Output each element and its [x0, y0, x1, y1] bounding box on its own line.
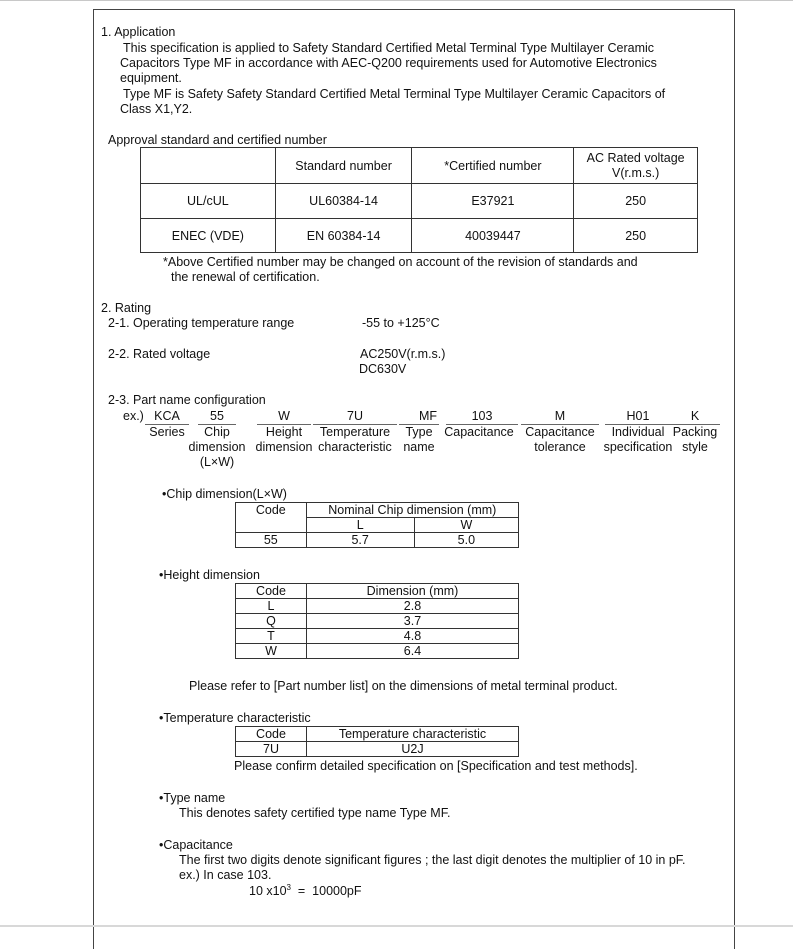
- cell-code: W: [236, 644, 307, 659]
- header-cell-ac-voltage: [574, 148, 698, 184]
- part-example-prefix: ex.): [123, 409, 144, 423]
- cell-voltage: 250: [574, 184, 698, 219]
- header-code: Code: [236, 503, 307, 533]
- cell-dimension: 4.8: [307, 629, 519, 644]
- cell-code: 55: [236, 533, 307, 548]
- part-label: characteristic: [318, 440, 392, 454]
- table-row: [236, 629, 519, 644]
- part-label: Capacitance: [525, 425, 595, 439]
- header-temp-char: Temperature characteristic: [307, 727, 519, 742]
- part-code: H01: [605, 409, 671, 425]
- table-header-row: [236, 584, 519, 599]
- part-label: name: [403, 440, 435, 454]
- header-ac-voltage-line2: V(r.m.s.): [612, 165, 660, 180]
- table-row: [236, 533, 519, 548]
- rated-voltage-label: 2-2. Rated voltage: [108, 347, 211, 361]
- header-code: Code: [236, 584, 307, 599]
- capacitance-title: •Capacitance: [159, 838, 233, 852]
- table-row: [236, 742, 519, 757]
- part-field-individual-specification: [599, 409, 677, 455]
- cell-dimension: 2.8: [307, 599, 519, 614]
- cell-code: L: [236, 599, 307, 614]
- subheader-W: W: [414, 518, 518, 533]
- application-text-line: Capacitors Type MF in accordance with AEC-Q200 requirements used for Automotive Electronics: [120, 56, 657, 70]
- part-label: Series: [149, 425, 185, 439]
- temp-char-title: •Temperature characteristic: [159, 711, 311, 725]
- approval-table: [140, 147, 698, 253]
- rated-voltage-dc: DC630V: [359, 362, 407, 376]
- chip-dimension-title: •Chip dimension(L×W): [162, 487, 287, 501]
- height-dimension-note: Please refer to [Part number list] on the dimensions of metal terminal product.: [189, 679, 618, 693]
- part-label: Type: [405, 425, 433, 439]
- application-text-line: Type MF is Safety Safety Standard Certified Metal Terminal Type Multilayer Ceramic Capacitors of: [123, 87, 666, 101]
- cell-W: 5.0: [414, 533, 518, 548]
- part-label: style: [682, 440, 708, 454]
- type-name-title: •Type name: [159, 791, 226, 805]
- cell-standard-name: ENEC (VDE): [141, 219, 276, 253]
- part-label: dimension: [188, 440, 246, 454]
- capacitance-text: The first two digits denote significant figures ; the last digit denotes the multiplier of 10 in pF.: [179, 853, 686, 867]
- header-ac-voltage-line1: AC Rated voltage: [586, 150, 685, 165]
- part-label: Chip: [204, 425, 230, 439]
- part-label: specification: [603, 440, 673, 454]
- cell-code: Q: [236, 614, 307, 629]
- table-row: [141, 184, 698, 219]
- part-code: W: [257, 409, 311, 425]
- table-header-row: [236, 727, 519, 742]
- part-code: 7U: [313, 409, 397, 425]
- part-label: Individual: [611, 425, 665, 439]
- table-header-row: [236, 503, 519, 518]
- part-label: Temperature: [319, 425, 391, 439]
- certification-note-line: *Above Certified number may be changed on account of the revision of standards and: [163, 255, 638, 269]
- temp-char-table: [235, 726, 519, 757]
- formula-result: = 10000pF: [290, 884, 362, 898]
- height-dimension-title: •Height dimension: [159, 568, 260, 582]
- capacitance-example: ex.) In case 103.: [179, 868, 272, 882]
- table-row: [141, 219, 698, 253]
- type-name-text: This denotes safety certified type name Type MF.: [179, 806, 451, 820]
- table-header-row: [141, 148, 698, 184]
- part-label: (L×W): [199, 455, 235, 469]
- header-cell-standard: Standard number: [275, 148, 412, 184]
- part-field-capacitance: [440, 409, 518, 440]
- part-code: 103: [446, 409, 518, 425]
- part-field-type-name: [399, 409, 439, 455]
- header-code: Code: [236, 727, 307, 742]
- approval-label: Approval standard and certified number: [108, 133, 327, 147]
- chip-dimension-table: [235, 502, 519, 548]
- cell-dimension: 3.7: [307, 614, 519, 629]
- header-dimension: Dimension (mm): [307, 584, 519, 599]
- cell-temp-char: U2J: [307, 742, 519, 757]
- rated-voltage-ac: AC250V(r.m.s.): [360, 347, 446, 361]
- part-field-packing-style: [670, 409, 720, 455]
- application-text-line: This specification is applied to Safety Standard Certified Metal Terminal Type Multilayer Ceramic: [123, 41, 655, 55]
- part-field-height-dimension: [251, 409, 317, 455]
- part-code: KCA: [145, 409, 189, 425]
- cell-certified-number: E37921: [412, 184, 574, 219]
- section-heading-rating: 2. Rating: [101, 301, 152, 315]
- subheader-L: L: [306, 518, 414, 533]
- header-nominal: Nominal Chip dimension (mm): [306, 503, 518, 518]
- part-code: 55: [198, 409, 236, 425]
- cell-code: T: [236, 629, 307, 644]
- top-edge-line: [0, 0, 793, 1]
- part-field-temperature-characteristic: [313, 409, 397, 455]
- cell-dimension: 6.4: [307, 644, 519, 659]
- part-code: MF: [399, 409, 439, 425]
- part-name-label: 2-3. Part name configuration: [108, 393, 266, 407]
- part-code: K: [670, 409, 720, 425]
- formula-base: 10 x10: [249, 884, 287, 898]
- part-label: Capacitance: [444, 425, 514, 439]
- part-label: Height: [265, 425, 303, 439]
- section-heading-application: 1. Application: [101, 25, 176, 39]
- part-label: Packing: [672, 425, 718, 439]
- operating-temp-value: -55 to +125°C: [362, 316, 440, 330]
- part-label: tolerance: [534, 440, 586, 454]
- operating-temp-label: 2-1. Operating temperature range: [108, 316, 295, 330]
- cell-standard-number: UL60384-14: [275, 184, 412, 219]
- part-code: M: [521, 409, 599, 425]
- cell-code: 7U: [236, 742, 307, 757]
- temp-char-note: Please confirm detailed specification on [Specification and test methods].: [234, 759, 638, 773]
- table-row: [236, 599, 519, 614]
- header-cell-certified: *Certified number: [412, 148, 574, 184]
- part-field-chip-dimension: [183, 409, 251, 470]
- cell-standard-number: EN 60384-14: [275, 219, 412, 253]
- part-field-capacitance-tolerance: [521, 409, 599, 455]
- cell-voltage: 250: [574, 219, 698, 253]
- table-row: [236, 614, 519, 629]
- cell-standard-name: UL/cUL: [141, 184, 276, 219]
- formula-exponent: 3: [286, 882, 291, 892]
- application-text-line: equipment.: [120, 71, 182, 85]
- application-text-line: Class X1,Y2.: [120, 102, 193, 116]
- certification-note-line: the renewal of certification.: [171, 270, 320, 284]
- part-label: dimension: [255, 440, 313, 454]
- height-dimension-table: [235, 583, 519, 659]
- header-cell-empty: [141, 148, 276, 184]
- table-row: [236, 644, 519, 659]
- cell-L: 5.7: [306, 533, 414, 548]
- cell-certified-number: 40039447: [412, 219, 574, 253]
- capacitance-formula: [249, 884, 362, 899]
